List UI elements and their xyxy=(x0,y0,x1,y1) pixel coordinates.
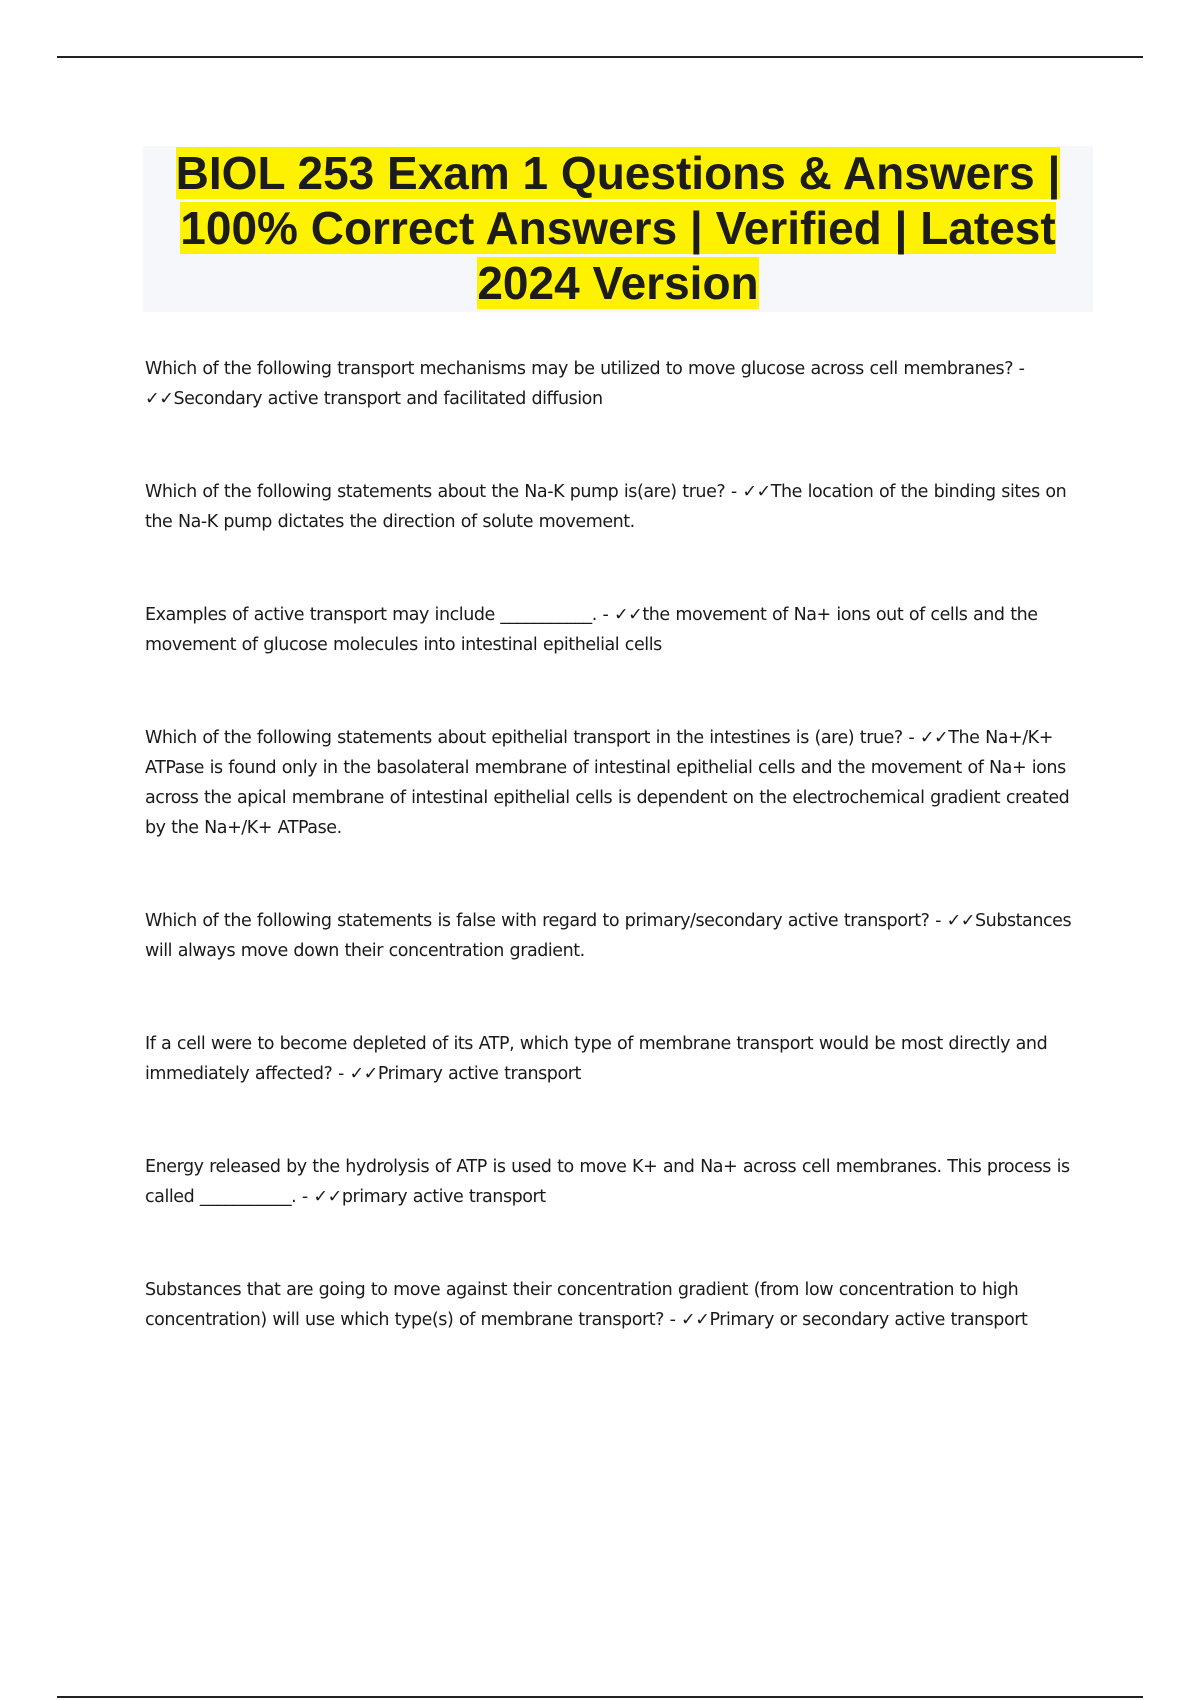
separator: - xyxy=(725,482,743,502)
qa-item xyxy=(145,354,1095,414)
qa-item xyxy=(145,1275,1095,1335)
qa-item xyxy=(145,1029,1095,1089)
question-text: Examples of active transport may include ___________. xyxy=(145,605,597,625)
check-mark-icon: ✓✓ xyxy=(613,605,643,625)
question-text: Substances that are going to move against their concentration gradient (from low concentration to high concentration) will use which type(s) of membrane transport? xyxy=(145,1280,1019,1330)
separator: - xyxy=(296,1187,314,1207)
qa-item xyxy=(145,1152,1095,1212)
answer-text: The Na+/K+ ATPase is found only in the basolateral membrane of intestinal epithelial cells and the movement of Na+ ions across the apical membrane of intestinal epithelial cells is dependent on the electrochemical gradient created by the Na+/K+ ATPase. xyxy=(145,728,1070,838)
question-text: Energy released by the hydrolysis of ATP is used to move K+ and Na+ across cell membranes. This process is called ___________. xyxy=(145,1157,1070,1207)
question-text: Which of the following transport mechanisms may be utilized to move glucose across cell membranes? xyxy=(145,359,1014,379)
qa-item xyxy=(145,906,1095,966)
qa-list xyxy=(145,354,1095,1398)
check-mark-icon: ✓✓ xyxy=(349,1064,378,1084)
answer-text: Primary active transport xyxy=(377,1064,581,1084)
separator: - xyxy=(1013,359,1025,379)
qa-item xyxy=(145,723,1095,843)
check-mark-icon: ✓✓ xyxy=(946,911,976,931)
title-block xyxy=(143,146,1093,312)
answer-text: primary active transport xyxy=(341,1187,546,1207)
separator: - xyxy=(332,1064,350,1084)
question-text: Which of the following statements is false with regard to primary/secondary active transport? xyxy=(145,911,930,931)
title-highlight: BIOL 253 Exam 1 Questions & Answers | 100% Correct Answers | Verified | Latest 2024 Version xyxy=(175,147,1061,309)
qa-item xyxy=(145,477,1095,537)
check-mark-icon: ✓✓ xyxy=(742,482,771,502)
check-mark-icon: ✓✓ xyxy=(681,1310,710,1330)
question-text: Which of the following statements about the Na-K pump is(are) true? xyxy=(145,482,726,502)
footer-rule xyxy=(57,1696,1143,1698)
qa-item xyxy=(145,600,1095,660)
answer-text: The location of the binding sites on the Na-K pump dictates the direction of solute movement. xyxy=(145,482,1067,532)
separator: - xyxy=(663,1310,682,1330)
check-mark-icon: ✓✓ xyxy=(313,1187,342,1207)
answer-text: Secondary active transport and facilitated diffusion xyxy=(173,389,603,409)
separator: - xyxy=(929,911,947,931)
answer-text: Substances will always move down their concentration gradient. xyxy=(145,911,1072,961)
header-rule xyxy=(57,56,1143,58)
answer-text: Primary or secondary active transport xyxy=(709,1310,1028,1330)
separator: - xyxy=(596,605,614,625)
question-text: If a cell were to become depleted of its ATP, which type of membrane transport would be most directly and immediately affected? xyxy=(145,1034,1048,1084)
separator: - xyxy=(902,728,920,748)
check-mark-icon: ✓✓ xyxy=(919,728,949,748)
question-text: Which of the following statements about epithelial transport in the intestines is (are) true? xyxy=(145,728,903,748)
answer-text: the movement of Na+ ions out of cells and the movement of glucose molecules into intestinal epithelial cells xyxy=(145,605,1038,655)
document-title xyxy=(143,146,1093,311)
check-mark-icon: ✓✓ xyxy=(145,389,174,409)
